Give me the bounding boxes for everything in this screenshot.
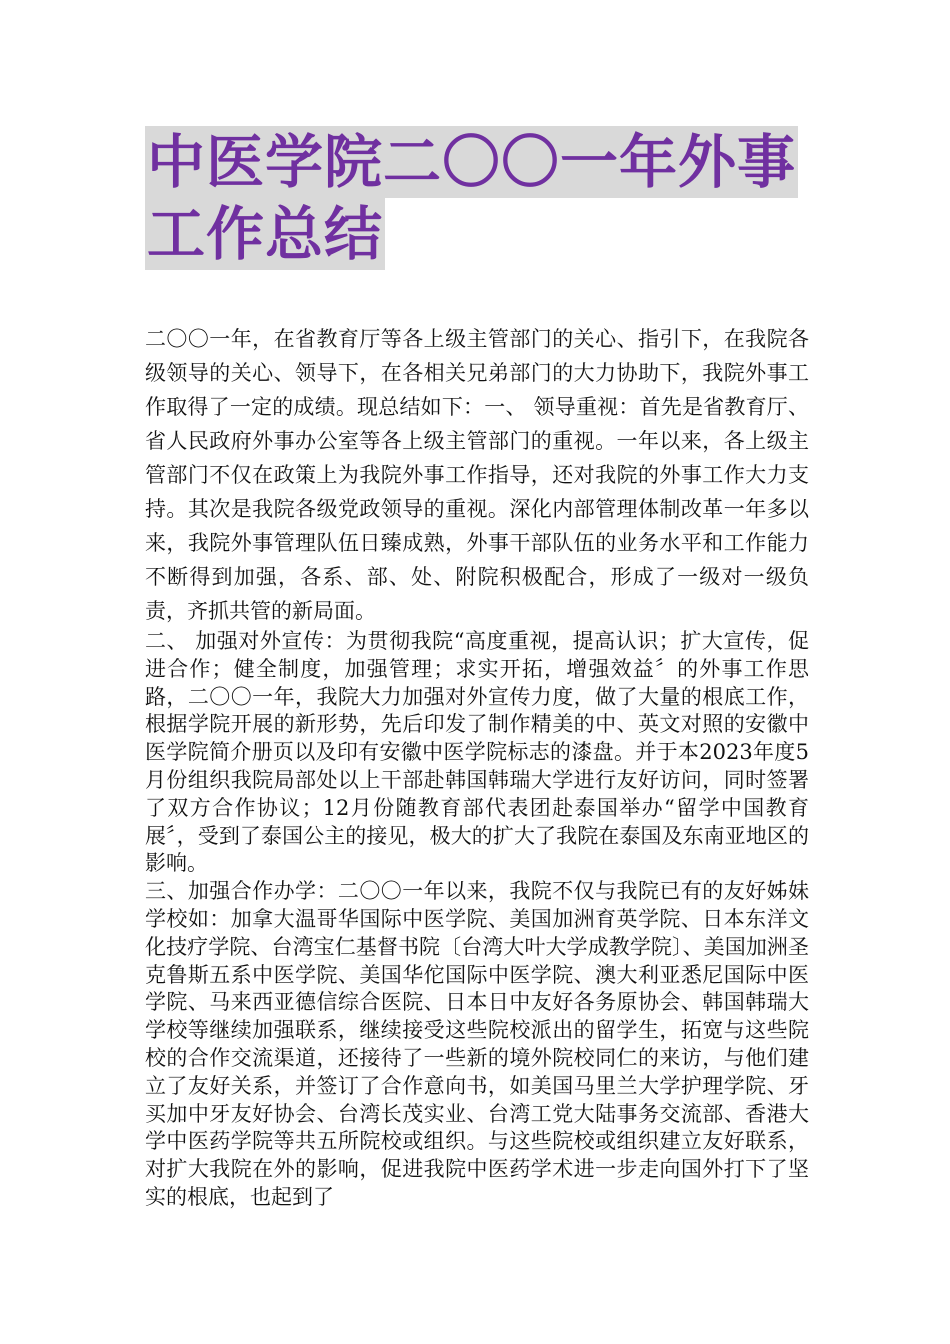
title-line-2: 工作总结 bbox=[147, 200, 384, 268]
title-line-1: 中医学院二〇〇一年外事 bbox=[147, 128, 797, 196]
document-body bbox=[145, 322, 809, 1212]
paragraph-1: 二〇〇一年，在省教育厅等各上级主管部门的关心、指引下，在我院各级领导的关心、领导下，在各相关兄弟部门的大力协助下，我院外事工作取得了一定的成绩。现总结如下：一、 领导重视：首先是省教育厅、省人民政府外事办公室等各上级主管部门的重视。一年以来，各上级主管部门不仅在政策上为我院外事工作指导，还对我院的外事工作大力支持。其次是我院各级党政领导的重视。深化内部管理体制改革一年多以来，我院外事管理队伍日臻成熟，外事干部队伍的业务水平和工作能力不断得到加强，各系、部、处、附院积极配合，形成了一级对一级负责，齐抓共管的新局面。 bbox=[145, 327, 809, 623]
paragraph-2: 二、 加强对外宣传：为贯彻我院“高度重视，提高认识；扩大宣传，促进合作；健全制度，加强管理；求实开拓，增强效益〞的外事工作思路，二〇〇一年，我院大力加强对外宣传力度，做了大量的根底工作，根据学院开展的新形势，先后印发了制作精美的中、英文对照的安徽中医学院简介册页以及印有安徽中医学院标志的漆盘。并于本2023年度5月份组织我院局部处以上干部赴韩国韩瑞大学进行友好访问，同时签署了双方合作协议；12月份随教育部代表团赴泰国举办“留学中国教育展〞，受到了泰国公主的接见，极大的扩大了我院在泰国及东南亚地区的影响。 bbox=[145, 629, 809, 876]
paragraph-3: 三、加强合作办学：二〇〇一年以来，我院不仅与我院已有的友好姊妹学校如：加拿大温哥华国际中医学院、美国加洲育英学院、日本东洋文化技疗学院、台湾宝仁基督书院〔台湾大叶大学成教学院〕、美国加洲圣克鲁斯五系中医学院、美国华佗国际中医学院、澳大利亚悉尼国际中医学院、马来西亚德信综合医院、日本日中友好各务原协会、韩国韩瑞大学校等继续加强联系，继续接受这些院校派出的留学生，拓宽与这些院校的合作交流渠道，还接待了一些新的境外院校同仁的来访，与他们建立了友好关系，并签订了合作意向书，如美国马里兰大学护理学院、牙买加中牙友好协会、台湾长茂实业、台湾工党大陆事务交流部、香港大学中医药学院等共五所院校或组织。与这些院校或组织建立友好联系，对扩大我院在外的影响，促进我院中医药学术进一步走向国外打下了坚实的根底，也起到了 bbox=[145, 879, 809, 1209]
document-title bbox=[145, 126, 815, 270]
